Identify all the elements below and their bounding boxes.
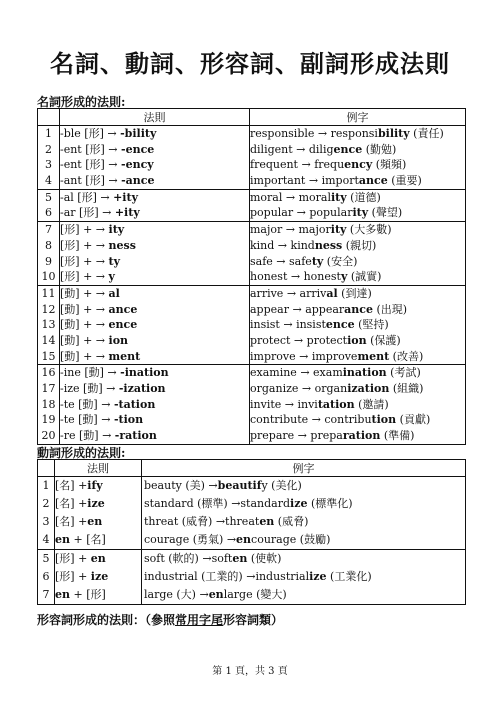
rule-number: 6 [42, 570, 50, 583]
example-line: standard (標準) →standardize (標準化) [144, 497, 353, 510]
rule-line: -ent [形] → -ence [60, 142, 155, 156]
example-meaning: (道德) [346, 190, 381, 204]
example-affix: en [208, 588, 224, 601]
rule-number: 3 [42, 515, 50, 528]
rule-affix: en [55, 533, 70, 546]
rule-line: -ar [形] → +ity [60, 206, 140, 220]
example-base-word: important [250, 174, 306, 188]
example-base-word: kind [250, 238, 275, 252]
noun-rule-group [38, 222, 466, 286]
example-base-word: courage (勇氣) [144, 533, 227, 546]
example-meaning: (邀請) [354, 397, 389, 411]
example-stem: dilig [308, 142, 334, 156]
rule-line: -al [形] → +ity [60, 190, 138, 204]
example-base-word: soft (軟的) [144, 552, 203, 565]
rule-suffix: -ization [118, 382, 166, 395]
rule-number: 18 [41, 397, 56, 411]
rule-line [55, 531, 141, 549]
rule-cell [60, 126, 250, 190]
example-line: diligent → diligence (勤勉) [250, 142, 397, 156]
rule-line: -ant [形] → -ance [60, 174, 155, 188]
example-base-word: standard (標準) [144, 497, 232, 510]
rule-source: -te [動] [60, 413, 98, 427]
example-base-word: diligent [250, 142, 293, 156]
common-suffix-link: 常用字尾 [175, 613, 224, 627]
example-meaning: (保護) [366, 333, 401, 347]
rule-number: 19 [41, 413, 56, 427]
verb-example-header: 例字 [142, 460, 466, 477]
verb-rule-header: 法則 [55, 460, 142, 477]
verb-rule-group [38, 477, 466, 550]
example-cell [250, 222, 466, 286]
example-meaning: (標準化) [307, 497, 353, 510]
example-base-word: large (大) [144, 588, 200, 601]
example-stem: kind [290, 238, 315, 252]
noun-rule-number-header [38, 109, 60, 126]
rule-cell [60, 222, 250, 286]
rule-suffix: ion [108, 333, 129, 347]
rule-number: 1 [42, 479, 50, 492]
example-line: honest → honesty (誠實) [250, 270, 382, 284]
example-stem: popular [309, 206, 353, 220]
rule-cell [55, 550, 142, 605]
rule-suffix: y [108, 270, 115, 284]
rule-numbers [38, 126, 60, 190]
example-stem: soft [211, 552, 233, 565]
example-line: arrive → arrival (到達) [250, 286, 372, 300]
rule-affix: en [87, 515, 103, 528]
example-suffix: ty [311, 254, 324, 268]
example-line: large (大) →enlarge (變大) [144, 588, 287, 601]
example-base-word: examine [250, 366, 297, 380]
example-suffix: ization [347, 382, 390, 395]
rule-affix: en [90, 552, 106, 565]
page-footer: 第 1 頁，共 3 頁 [212, 666, 288, 677]
example-line: popular → popularity (聲望) [250, 206, 403, 220]
rule-line: [動] + → ion [60, 333, 129, 347]
rule-number: 13 [41, 318, 56, 332]
rule-suffix: ness [108, 238, 136, 252]
example-line: kind → kindness (親切) [250, 238, 377, 252]
rule-prefix: [名] + [55, 515, 88, 528]
noun-rule-header: 法則 [60, 109, 250, 126]
example-stem: frequ [314, 158, 345, 172]
example-suffix: al [326, 286, 338, 300]
noun-example-header: 例字 [250, 109, 466, 126]
rule-source: [動] + [60, 302, 96, 316]
example-base-word: responsible [250, 127, 315, 140]
example-meaning: (責任) [409, 127, 444, 140]
example-line: frequent → frequency (頻頻) [250, 158, 407, 172]
example-line: protect → protection (保護) [250, 333, 401, 347]
rule-line: -ize [動] → -ization [60, 382, 166, 395]
rule-source: -ar [形] [60, 206, 99, 220]
rule-suffix: al [108, 286, 120, 300]
example-base-word: arrive [250, 286, 284, 300]
verb-rule-group [38, 550, 466, 605]
example-base-word: prepare [250, 429, 295, 443]
rule-source: [形] + [60, 238, 96, 252]
rule-cell [60, 189, 250, 221]
example-meaning: (堅持) [354, 318, 389, 332]
example-affix: ize [309, 570, 327, 583]
rule-number: 9 [45, 254, 52, 268]
rule-line: -te [動] → -tion [60, 413, 144, 427]
example-line: insist → insistence (堅持) [250, 318, 389, 332]
example-meaning: (誠實) [347, 270, 382, 284]
rule-line [55, 495, 141, 513]
example-cell [250, 285, 466, 364]
example-affix: beautif [217, 479, 262, 492]
rule-line: [形] + → ty [60, 254, 120, 268]
example-line: improve → improvement (改善) [250, 349, 424, 363]
example-suffix: ness [314, 238, 343, 252]
example-meaning: (使軟) [247, 552, 282, 565]
rule-source: [形] + [60, 254, 96, 268]
example-meaning: (工業化) [326, 570, 372, 583]
rule-line [55, 586, 141, 604]
rule-cell [60, 365, 250, 444]
example-stem: improve [311, 349, 358, 363]
example-line: responsible → responsibility (責任) [250, 127, 444, 140]
rule-line: [動] + → al [60, 286, 120, 300]
rule-line: -ine [動] → -ination [60, 366, 169, 380]
example-meaning: (準備) [380, 429, 415, 443]
verb-rules-table [37, 459, 466, 605]
example-affix: en [236, 533, 252, 546]
example-stem: standard [240, 497, 291, 510]
example-base-word: organize [250, 382, 299, 395]
example-affix: en [259, 515, 275, 528]
example-cell [142, 477, 466, 550]
adjective-section-label [37, 611, 283, 628]
rule-source: [動] + [60, 318, 96, 332]
example-stem: honest [303, 270, 341, 284]
rule-source: -ant [形] [60, 174, 105, 188]
rule-numbers [38, 550, 55, 605]
rule-source: [動] + [60, 286, 96, 300]
rule-source: [動] + [60, 333, 96, 347]
example-meaning: (貢獻) [396, 413, 431, 427]
example-stem: responsi [330, 127, 378, 140]
rule-number: 5 [42, 552, 50, 565]
verb-section-label: 動詞形成的法則: [37, 446, 126, 460]
rule-suffix: +ity [113, 190, 138, 204]
example-base-word: threat (威脅) [144, 515, 216, 528]
example-stem: y [261, 479, 268, 492]
example-suffix: tion [371, 413, 397, 427]
rule-number: 1 [45, 127, 52, 140]
adjective-label-prefix: 形容詞形成的法則：（參照 [37, 613, 176, 627]
rule-source: -ine [動] [60, 366, 104, 380]
rule-line: -te [動] → -tation [60, 397, 156, 411]
rule-suffix: ty [108, 254, 120, 268]
rule-number: 11 [41, 286, 56, 300]
example-stem: appear [305, 302, 345, 316]
example-stem: courage [251, 533, 297, 546]
rule-line: -re [動] → -ration [60, 429, 157, 443]
rule-numbers [38, 477, 55, 550]
noun-rule-group [38, 285, 466, 364]
example-base-word: beauty (美) [144, 479, 209, 492]
rule-line: -ent [形] → -ency [60, 158, 154, 172]
example-meaning: (威脅) [274, 515, 309, 528]
example-suffix: ration [342, 429, 381, 443]
example-stem: threat [225, 515, 260, 528]
rule-number: 2 [45, 142, 52, 156]
noun-section-label: 名詞形成的法則: [37, 95, 126, 109]
example-line: industrial (工業的) →industrialize (工業化) [144, 570, 372, 583]
noun-rule-group [38, 126, 466, 190]
example-cell [250, 126, 466, 190]
example-base-word: protect [250, 333, 291, 347]
example-meaning: (改善) [389, 349, 424, 363]
rule-numbers [38, 222, 60, 286]
rule-tail: + [名] [70, 533, 106, 546]
rule-line [55, 550, 141, 568]
rule-line: -ble [形] → -bility [60, 127, 157, 140]
example-stem: insist [296, 318, 326, 332]
example-line: moral → morality (道德) [250, 190, 381, 204]
rule-source: [動] + [60, 349, 96, 363]
rule-line [55, 568, 141, 586]
example-meaning: (美化) [267, 479, 302, 492]
rule-line: [形] + → ity [60, 223, 125, 237]
rule-prefix: [形] + [55, 570, 91, 583]
rule-number: 7 [42, 588, 50, 601]
rule-suffix: -tation [113, 397, 156, 411]
example-stem: import [321, 174, 359, 188]
rule-numbers [38, 365, 60, 444]
example-line: important → importance (重要) [250, 174, 422, 188]
noun-rule-group [38, 189, 466, 221]
rule-suffix: -ration [114, 429, 157, 443]
rule-line: [動] + → ence [60, 318, 138, 332]
example-cell [250, 189, 466, 221]
example-line: organize → organization (組織) [250, 382, 424, 395]
rule-line [55, 477, 141, 495]
rule-line: [形] + → ness [60, 238, 136, 252]
example-suffix: ion [347, 333, 367, 347]
rule-number: 3 [45, 158, 52, 172]
example-suffix: ity [330, 223, 347, 237]
example-meaning: (安全) [323, 254, 358, 268]
rule-source: -ent [形] [60, 158, 105, 172]
example-line: major → majority (大多數) [250, 223, 392, 237]
rule-number: 20 [41, 429, 56, 443]
example-meaning: (頻頻) [372, 158, 407, 172]
example-meaning: (考試) [386, 366, 421, 380]
rule-suffix: -ence [121, 142, 155, 156]
example-base-word: moral [250, 190, 283, 204]
example-meaning: (組織) [389, 382, 424, 395]
rule-source: -te [動] [60, 397, 98, 411]
example-base-word: industrial (工業的) [144, 570, 247, 583]
rule-prefix: [名] + [55, 479, 88, 492]
rule-number: 7 [45, 223, 52, 237]
example-line: beauty (美) →beautify (美化) [144, 479, 302, 492]
example-stem: major [298, 223, 331, 237]
rule-number: 5 [45, 190, 52, 204]
rule-suffix: +ity [114, 206, 140, 220]
rule-line [55, 513, 141, 531]
example-stem: exam [313, 366, 343, 380]
example-stem: prepa [310, 429, 343, 443]
page-title: 名詞、動詞、形容詞、副詞形成法則 [50, 49, 450, 78]
rule-number: 4 [45, 174, 52, 188]
rule-line: [動] + → ment [60, 349, 141, 363]
example-line: safe → safety (安全) [250, 254, 358, 268]
example-stem: contribu [324, 413, 372, 427]
rule-line: [動] + → ance [60, 302, 138, 316]
example-stem: invi [297, 397, 318, 411]
rule-numbers [38, 189, 60, 221]
example-suffix: ance [344, 302, 373, 316]
rule-suffix: ity [108, 223, 125, 237]
example-meaning: (出現) [372, 302, 408, 316]
rule-suffix: ence [108, 318, 138, 332]
example-suffix: tation [317, 397, 355, 411]
example-base-word: safe [250, 254, 273, 268]
example-base-word: contribute [250, 413, 309, 427]
rule-source: [形] + [60, 270, 96, 284]
rule-suffix: -tion [113, 413, 144, 427]
example-stem: safe [289, 254, 312, 268]
example-meaning: (聲望) [368, 206, 403, 220]
example-stem: arriv [299, 286, 327, 300]
noun-rules-table [37, 108, 466, 445]
example-line: threat (威脅) →threaten (威脅) [144, 515, 309, 528]
example-base-word: popular [250, 206, 294, 220]
example-meaning: (勤勉) [362, 142, 397, 156]
example-base-word: appear [250, 302, 289, 316]
rule-number: 6 [45, 206, 52, 220]
rule-line: [形] + → y [60, 270, 115, 284]
example-suffix: ence [333, 142, 363, 156]
example-affix: en [232, 552, 248, 565]
rule-suffix: -ency [121, 158, 154, 172]
rule-source: -ize [動] [60, 382, 103, 395]
rule-number: 12 [41, 302, 56, 316]
example-base-word: honest [250, 270, 288, 284]
rule-affix: en [55, 588, 70, 601]
example-base-word: improve [250, 349, 296, 363]
example-meaning: (到達) [337, 286, 372, 300]
example-base-word: major [250, 223, 283, 237]
example-base-word: insist [250, 318, 280, 332]
rule-number: 14 [41, 333, 56, 347]
example-cell [142, 550, 466, 605]
rule-affix: ify [87, 479, 103, 492]
rule-prefix: [名] + [55, 497, 88, 510]
example-suffix: y [340, 270, 348, 284]
example-meaning: (變大) [252, 588, 287, 601]
example-meaning: (重要) [387, 174, 422, 188]
rule-number: 4 [42, 533, 50, 546]
rule-number: 16 [41, 366, 56, 380]
rule-source: -al [形] [60, 190, 97, 204]
rule-source: -ent [形] [60, 142, 105, 156]
example-affix: ize [290, 497, 308, 510]
rule-suffix: -ance [121, 174, 155, 188]
example-suffix: ment [357, 349, 390, 363]
adjective-label-suffix: 形容詞類） [223, 613, 284, 627]
example-suffix: ence [325, 318, 355, 332]
example-suffix: ination [342, 366, 387, 380]
rule-number: 10 [41, 270, 56, 284]
example-line: contribute → contribution (貢獻) [250, 413, 431, 427]
example-line: soft (軟的) →soften (使軟) [144, 552, 282, 565]
verb-rule-number-header [38, 460, 55, 477]
example-meaning: (親切) [342, 238, 377, 252]
rule-numbers [38, 285, 60, 364]
example-meaning: (大多數) [346, 223, 392, 237]
rule-suffix: -ination [120, 366, 169, 380]
rule-suffix: ment [108, 349, 141, 363]
example-suffix: ance [358, 174, 388, 188]
rule-cell [60, 285, 250, 364]
example-stem: large [223, 588, 253, 601]
rule-affix: ize [90, 570, 109, 583]
rule-source: [形] + [60, 223, 96, 237]
example-line: examine → examination (考試) [250, 366, 421, 380]
example-base-word: invite [250, 397, 282, 411]
example-cell [250, 365, 466, 444]
example-suffix: ency [344, 158, 373, 172]
example-meaning: (鼓勵) [296, 533, 331, 546]
example-stem: industrial [255, 570, 310, 583]
rule-suffix: -bility [120, 127, 157, 140]
example-line: courage (勇氣) →encourage (鼓勵) [144, 533, 331, 546]
example-line: invite → invitation (邀請) [250, 397, 389, 411]
rule-cell [55, 477, 142, 550]
example-stem: organ [314, 382, 348, 395]
rule-source: -ble [形] [60, 127, 104, 140]
example-line: appear → appearance (出現) [250, 302, 408, 316]
rule-suffix: ance [108, 302, 138, 316]
rule-tail: + [形] [70, 588, 106, 601]
rule-affix: ize [87, 497, 105, 510]
example-suffix: ity [352, 206, 369, 220]
example-base-word: frequent [250, 158, 298, 172]
example-stem: moral [298, 190, 331, 204]
rule-prefix: [形] + [55, 552, 91, 565]
example-suffix: ity [331, 190, 347, 204]
noun-rule-group [38, 365, 466, 444]
example-line: prepare → preparation (準備) [250, 429, 415, 443]
example-stem: protect [306, 333, 348, 347]
rule-number: 2 [42, 497, 50, 510]
rule-number: 17 [41, 382, 56, 395]
example-suffix: bility [377, 127, 410, 140]
rule-number: 15 [41, 349, 56, 363]
rule-number: 8 [45, 238, 52, 252]
rule-source: -re [動] [60, 429, 99, 443]
